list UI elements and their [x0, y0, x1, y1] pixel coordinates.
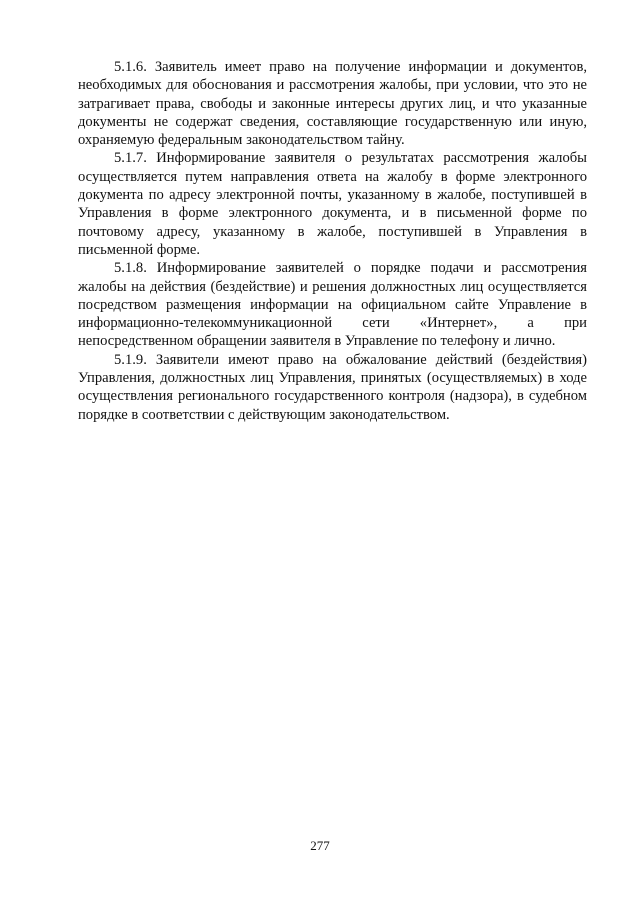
document-body	[78, 58, 587, 424]
paragraph-5-1-8: 5.1.8. Информирование заявителей о порядке подачи и рассмотрения жалобы на действия (бездействие) и решения должностных лиц осуществляется посредством размещения информации на официальном сайте Управление в информационно-телекоммуникационной сети «Интернет», а при непосредственном обращении заявителя в Управление по телефону и лично.	[78, 260, 587, 350]
page-number: 277	[310, 838, 330, 853]
paragraph-5-1-9: 5.1.9. Заявители имеют право на обжалование действий (бездействия) Управления, должностных лиц Управления, принятых (осуществляемых) в ходе осуществления регионального государственного контроля (надзора), в судебном порядке в соответствии с действующим законодательством.	[78, 351, 587, 423]
paragraph-5-1-6: 5.1.6. Заявитель имеет право на получение информации и документов, необходимых для обоснования и рассмотрения жалобы, при условии, что это не затрагивает права, свободы и законные интересы других лиц, и что указанные документы не содержат сведения, составляющие государственную или иную, охраняемую федеральным законодательством тайну.	[78, 59, 587, 149]
paragraph-5-1-7: 5.1.7. Информирование заявителя о результатах рассмотрения жалобы осуществляется путем направления ответа на жалобу в форме электронного документа по адресу электронной почты, указанному в жалобе, поступившей в Управления в форме электронного документа, и в письменной форме по почтовому адресу, указанному в жалобе, поступившей в Управления в письменной форме.	[78, 150, 587, 258]
